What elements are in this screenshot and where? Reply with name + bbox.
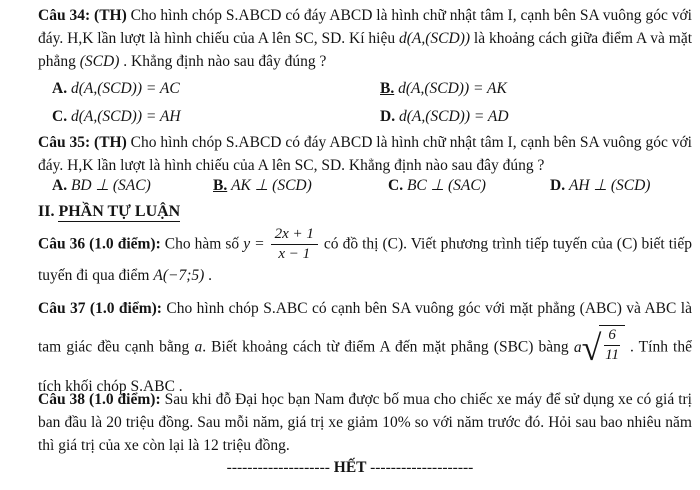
option-35-b: [213, 176, 312, 195]
option-34-b-text: d(A,(SCD)) = AK: [398, 80, 507, 97]
question-36-math-point: A(−7;5): [153, 266, 205, 284]
section-2-title: PHẦN TỰ LUẬN: [58, 203, 181, 220]
section-2-numeral: II.: [38, 203, 59, 220]
radical-body: [599, 325, 625, 371]
footer-het-label: HẾT: [329, 459, 371, 476]
radical-fraction: [602, 327, 622, 365]
option-34-d: [380, 108, 509, 126]
question-37-seg1: Cho hình chóp S.ABC có cạnh bên SA vuông góc với mặt phẳng (ABC) và ABC là tam giác đều cạnh bằng: [38, 300, 692, 356]
radical-sign-icon: √: [581, 327, 602, 368]
question-37-seg2: . Biết khoảng cách từ điểm A đến mặt phẳng (SBC) bàng: [202, 338, 574, 356]
fraction-numerator: 2x + 1: [271, 226, 318, 245]
question-37-text: [38, 293, 692, 403]
option-35-c-letter: C.: [388, 177, 404, 194]
question-34-seg2: là khoảng cách giữa điểm A và mặt phẳng: [38, 30, 693, 70]
radical-a-sqrt-6-over-11: [574, 325, 625, 371]
option-34-a: [52, 80, 180, 98]
option-34-d-text: d(A,(SCD)) = AD: [398, 108, 509, 125]
question-35-text: [38, 131, 692, 177]
option-34-b-letter: B.: [380, 80, 395, 97]
question-35-seg1: Cho hình chóp S.ABCD có đáy ABCD là hình chữ nhật tâm I, cạnh bên SA vuông góc với đáy. H,K lần lượt là hình chiếu của A lên SC, SD. Khẳng định nào sau đây đúng ?: [38, 134, 692, 174]
fraction-denominator: x − 1: [278, 246, 311, 263]
question-34-seg3: . Khẳng định nào sau đây đúng ?: [119, 53, 327, 70]
option-34-d-letter: D.: [380, 108, 396, 125]
option-34-c-text: d(A,(SCD)) = AH: [70, 108, 181, 125]
question-36-math-lead: y =: [243, 235, 269, 253]
option-35-d-text: AH ⊥ (SCD): [568, 177, 651, 194]
question-36-seg2: có đồ thị (C). Viết phương trình tiếp tuyến của (C) biết tiếp tuyến đi qua điểm: [38, 235, 692, 284]
option-34-b: [380, 80, 507, 98]
question-34-options: [38, 80, 692, 134]
option-35-b-letter: B.: [213, 177, 228, 194]
question-34-label: Câu 34: (TH): [38, 7, 127, 24]
question-34-math-distance: d(A,(SCD)): [399, 30, 471, 47]
question-37-math-a: a: [194, 338, 203, 356]
question-36-label: Câu 36 (1.0 điểm):: [38, 235, 161, 253]
question-37-label: Câu 37 (1.0 điểm):: [38, 300, 162, 317]
option-34-a-letter: A.: [52, 80, 68, 97]
radical-coefficient: a: [573, 339, 582, 357]
end-of-exam-footer: [0, 459, 700, 477]
question-37-seg3: . Tính thể tích khối chóp S.ABC .: [38, 338, 692, 396]
footer-dashes-right: --------------------: [370, 459, 474, 476]
question-36-seg1: Cho hàm số: [160, 235, 244, 253]
option-35-a-letter: A.: [52, 177, 68, 194]
option-35-b-text: AK ⊥ (SCD): [231, 177, 312, 194]
question-34-seg1: Cho hình chóp S.ABCD có đáy ABCD là hình chữ nhật tâm I, cạnh bên SA vuông góc với đáy. H,K lần lượt là hình chiếu của A lên SC, SD. Kí hiệu: [38, 7, 692, 47]
option-35-a-text: BD ⊥ (SAC): [70, 177, 151, 194]
question-36-seg3: .: [204, 266, 213, 284]
question-38-text: [38, 388, 692, 457]
radical-fraction-denominator: 11: [605, 347, 620, 364]
question-36-text: [38, 226, 692, 287]
option-35-d-letter: D.: [550, 177, 566, 194]
question-34-text: [38, 4, 692, 73]
radical-fraction-numerator: 6: [604, 327, 620, 346]
option-35-c: [388, 176, 486, 195]
question-35-options: [38, 176, 692, 200]
option-34-a-text: d(A,(SCD)) = AC: [70, 80, 180, 97]
footer-dashes-left: --------------------: [226, 459, 330, 476]
section-2-heading: [38, 203, 692, 221]
option-34-c-letter: C.: [52, 108, 68, 125]
question-38-label: Câu 38 (1.0 điểm):: [38, 391, 161, 408]
option-35-d: [550, 176, 650, 195]
question-35-label: Câu 35: (TH): [38, 134, 127, 151]
question-38-seg1: Sau khi đỗ Đại học bạn Nam được bố mua cho chiếc xe máy để sử dụng xe có giá trị ban đầu là 20 triệu đồng. Sau mỗi năm, giá trị xe giảm 10% so với năm trước đó. Hỏi sau bao nhiêu năm thì giá trị của xe còn lại là 12 triệu đồng.: [38, 391, 692, 454]
question-34-math-plane: (SCD): [79, 53, 120, 70]
option-35-a: [52, 176, 151, 195]
option-34-c: [52, 108, 181, 126]
option-35-c-text: BC ⊥ (SAC): [406, 177, 486, 194]
fraction-2x-plus-1-over-x-minus-1: [269, 226, 320, 264]
